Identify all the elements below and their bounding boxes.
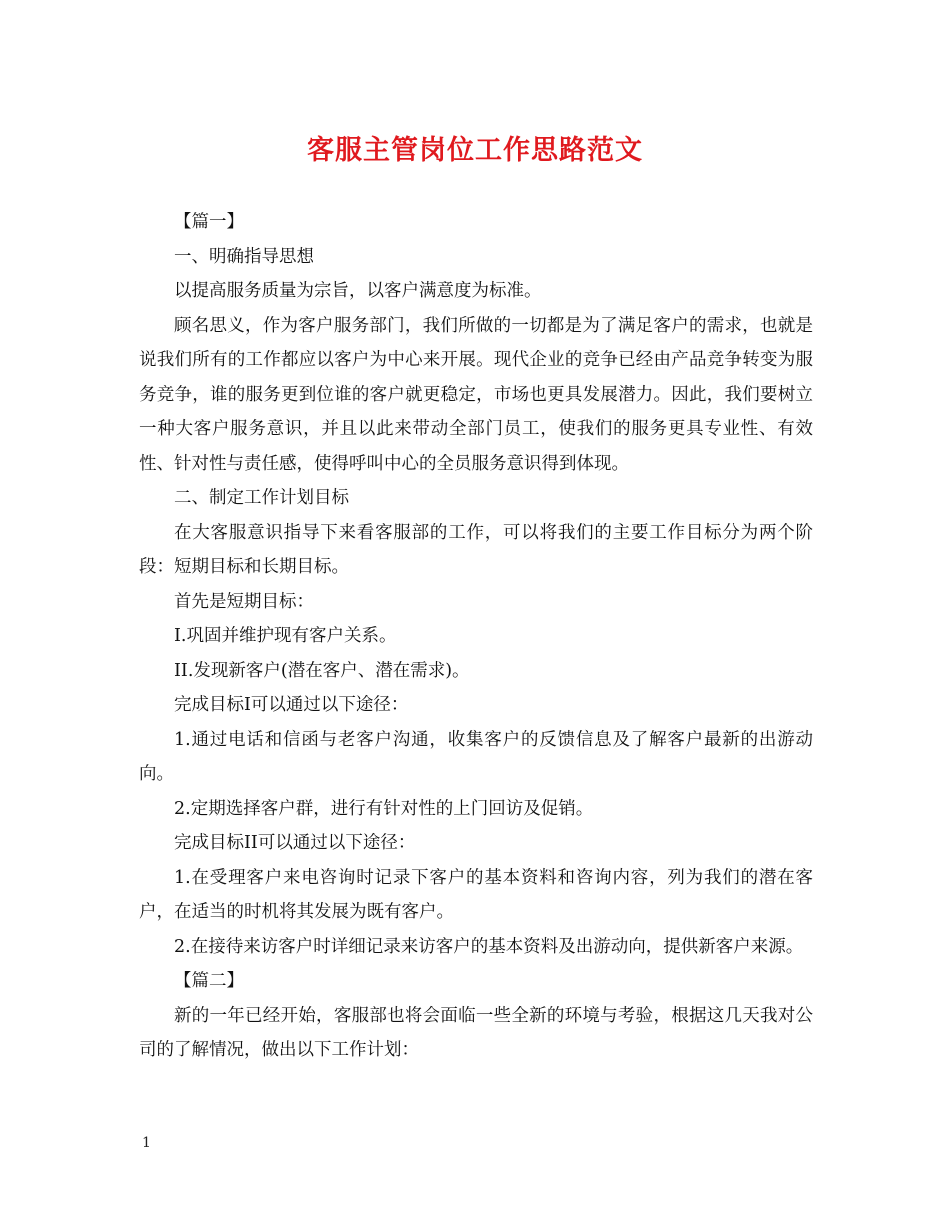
paragraph: 新的一年已经开始，客服部也将会面临一些全新的环境与考验，根据这几天我对公司的了解情况，做出以下工作计划： <box>139 1005 813 1060</box>
list-item: 1.通过电话和信函与老客户沟通，收集客户的反馈信息及了解客户最新的出游动向。 <box>139 729 813 784</box>
paragraph: 在大客服意识指导下来看客服部的工作，可以将我们的主要工作目标分为两个阶段：短期目标和长期目标。 <box>139 522 813 577</box>
list-item: 2.在接待来访客户时详细记录来访客户的基本资料及出游动向，提供新客户来源。 <box>174 936 804 957</box>
page-number: 1 <box>142 1135 151 1151</box>
paragraph: 以提高服务质量为宗旨，以客户满意度为标准。 <box>174 281 542 301</box>
paragraph: 首先是短期目标： <box>174 591 314 612</box>
list-item: 2.定期选择客户群，进行有针对性的上门回访及促销。 <box>174 798 594 819</box>
paragraph: 顾名思义，作为客户服务部门，我们所做的一切都是为了满足客户的需求，也就是说我们所有的工作都应以客户为中心来开展。现代企业的竞争已经由产品竞争转变为服务竞争，谁的服务更到位谁的客户就更稳定，市场也更具发展潜力。因此，我们要树立一种大客户服务意识，并且以此来带动全部门员工，使我们的服务更具专业性、有效性、针对性与责任感，使得呼叫中心的全员服务意识得到体现。 <box>139 315 813 474</box>
list-item: 1.在受理客户来电咨询时记录下客户的基本资料和咨询内容，列为我们的潜在客户，在适当的时机将其发展为既有客户。 <box>139 867 813 922</box>
list-item: I.巩固并维护现有客户关系。 <box>174 626 397 646</box>
document-body <box>139 205 813 1068</box>
document-title: 客服主管岗位工作思路范文 <box>307 135 643 166</box>
section-heading-1: 【篇一】 <box>174 212 244 232</box>
paragraph: 完成目标II可以通过以下途径： <box>174 833 416 853</box>
paragraph: 完成目标I可以通过以下途径： <box>174 695 409 715</box>
section-heading-2: 【篇二】 <box>174 971 244 991</box>
list-item: II.发现新客户(潜在客户、潜在需求)。 <box>174 660 470 681</box>
subheading-guiding-thought: 一、明确指导思想 <box>174 246 314 267</box>
subheading-work-plan-goals: 二、制定工作计划目标 <box>174 488 349 508</box>
